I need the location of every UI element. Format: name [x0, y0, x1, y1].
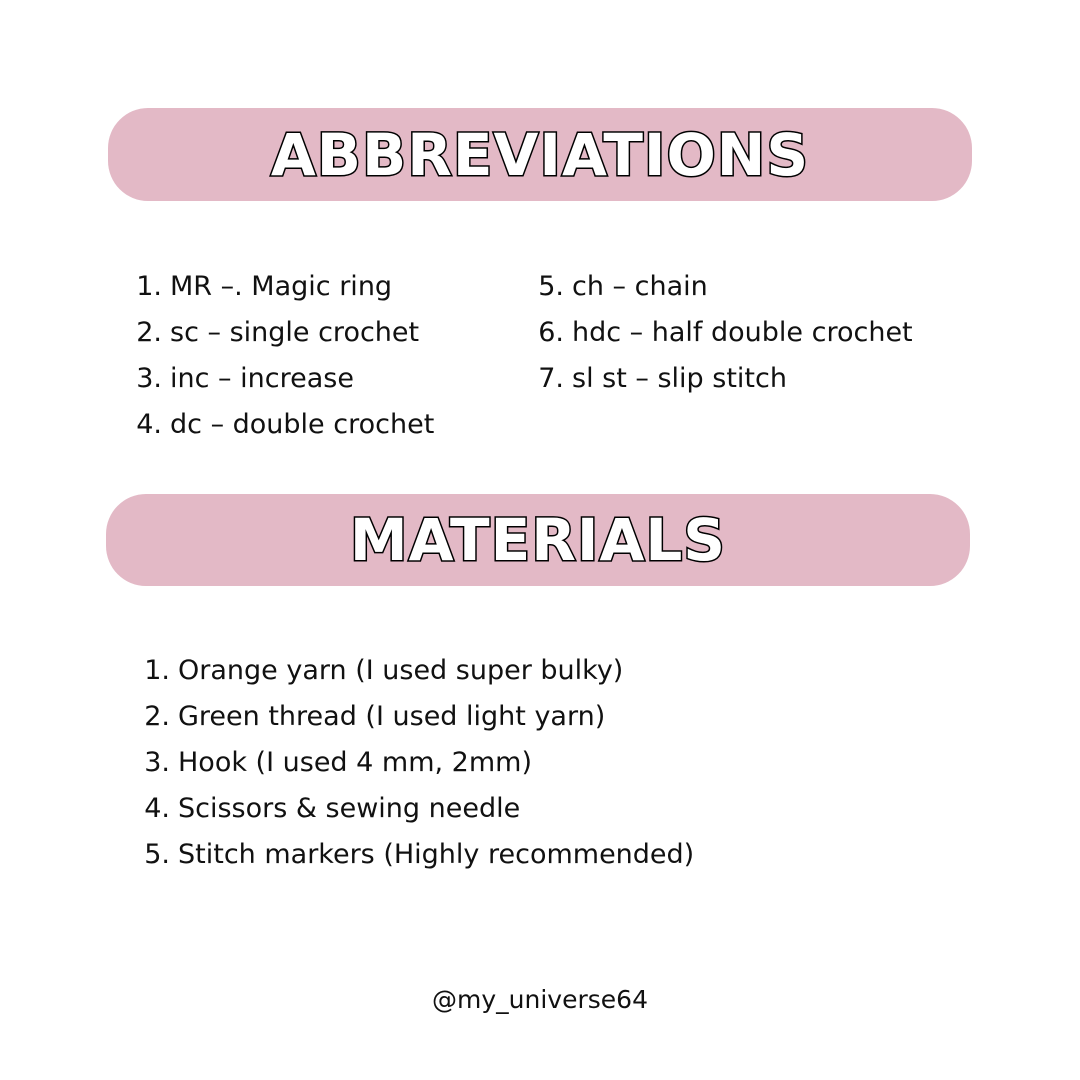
list-item — [136, 786, 694, 832]
item-text: sc – single crochet — [170, 317, 420, 348]
materials-banner — [106, 494, 970, 586]
list-item — [530, 310, 913, 356]
item-number: 5. — [538, 271, 564, 302]
item-text: Orange yarn (I used super bulky) — [178, 655, 624, 686]
item-number: 4. — [144, 793, 170, 824]
item-number: 2. — [144, 701, 170, 732]
item-text: Green thread (I used light yarn) — [178, 701, 606, 732]
item-text: Stitch markers (Highly recommended) — [178, 839, 695, 870]
list-item — [128, 402, 434, 448]
abbreviations-list-left — [128, 264, 434, 448]
item-text: sl st – slip stitch — [572, 363, 787, 394]
author-handle: @my_universe64 — [432, 985, 648, 1014]
item-number: 2. — [136, 317, 162, 348]
list-item — [128, 310, 434, 356]
materials-title: MATERIALS — [349, 506, 727, 574]
list-item — [128, 356, 434, 402]
list-item — [530, 264, 913, 310]
item-text: ch – chain — [572, 271, 708, 302]
item-number: 5. — [144, 839, 170, 870]
item-number: 1. — [136, 271, 162, 302]
item-text: dc – double crochet — [170, 409, 435, 440]
list-item — [530, 356, 913, 402]
item-number: 7. — [538, 363, 564, 394]
item-text: MR –. Magic ring — [170, 271, 393, 302]
abbreviations-banner — [108, 108, 972, 201]
item-number: 4. — [136, 409, 162, 440]
item-number: 3. — [136, 363, 162, 394]
item-number: 3. — [144, 747, 170, 778]
list-item — [136, 832, 694, 878]
abbreviations-title: ABBREVIATIONS — [270, 120, 810, 189]
abbreviations-list-right — [530, 264, 913, 402]
item-number: 1. — [144, 655, 170, 686]
item-text: inc – increase — [170, 363, 354, 394]
item-number: 6. — [538, 317, 564, 348]
materials-list — [136, 648, 694, 878]
list-item — [136, 648, 694, 694]
item-text: hdc – half double crochet — [572, 317, 913, 348]
list-item — [136, 694, 694, 740]
list-item — [128, 264, 434, 310]
item-text: Scissors & sewing needle — [178, 793, 521, 824]
item-text: Hook (I used 4 mm, 2mm) — [178, 747, 532, 778]
list-item — [136, 740, 694, 786]
